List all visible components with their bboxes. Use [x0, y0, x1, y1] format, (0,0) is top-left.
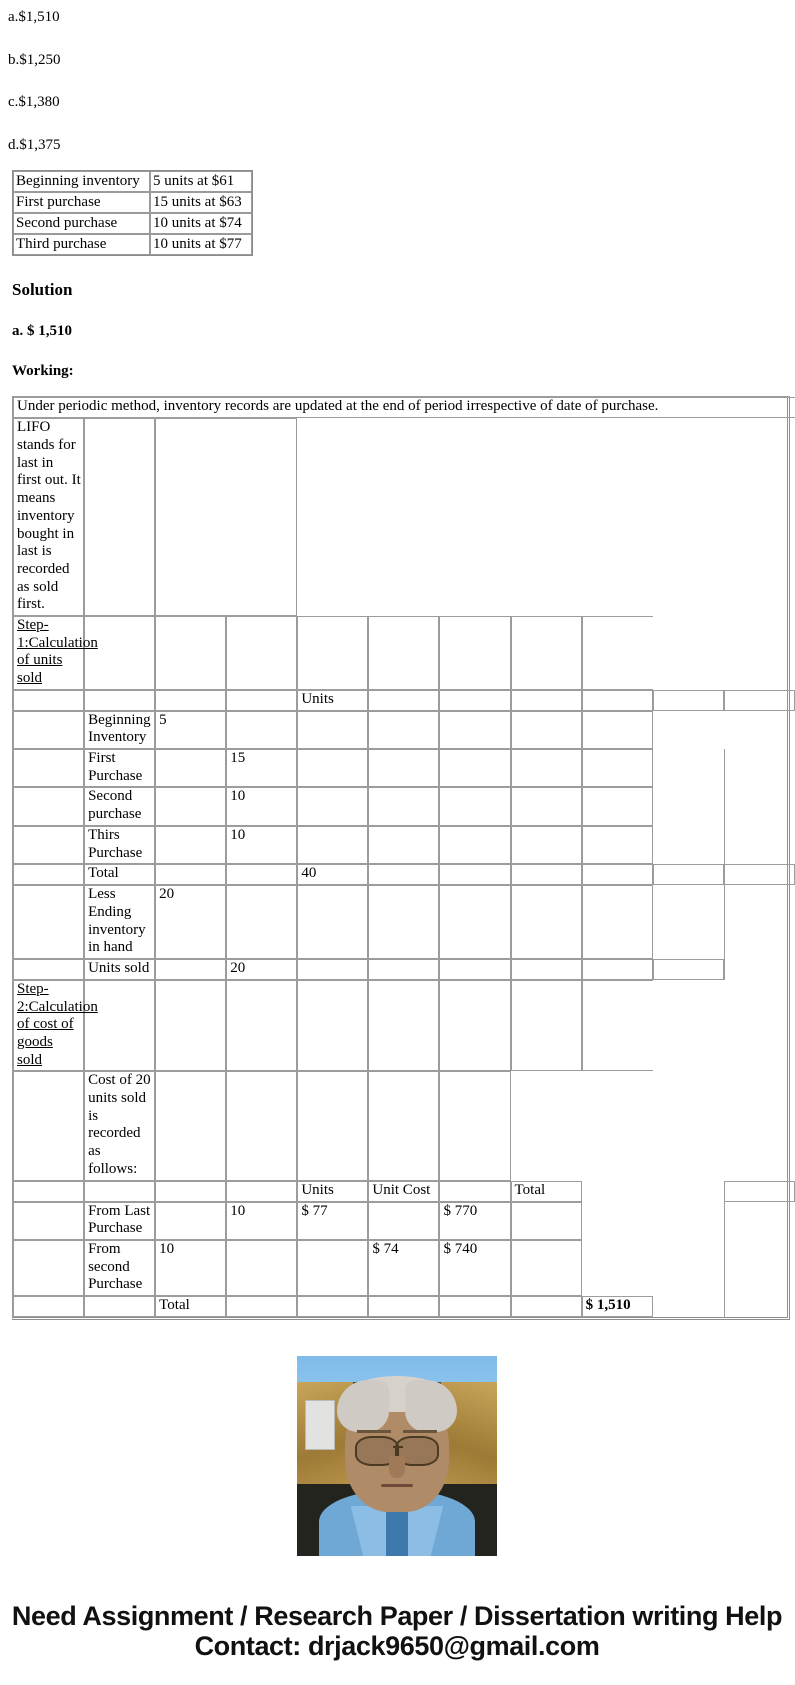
- purchase-value: 10 units at $74: [150, 213, 252, 234]
- row-qty-b: 10: [226, 787, 297, 825]
- purchase-label: Second purchase: [13, 213, 150, 234]
- cell-empty: [297, 1071, 368, 1180]
- cell-empty: [653, 864, 724, 885]
- step1-total-value: 40: [297, 864, 368, 885]
- cell-empty: [439, 690, 510, 711]
- cell-empty: [13, 690, 84, 711]
- cell-edge: [724, 826, 795, 864]
- promo-line-1: Need Assignment / Research Paper / Dissertation writing Help: [11, 1600, 783, 1631]
- cell-empty: [297, 1296, 368, 1317]
- cell-empty: [226, 864, 297, 885]
- note-periodic: Under periodic method, inventory records are updated at the end of period irrespective of date of purchase.: [13, 397, 795, 418]
- cell-empty: [582, 885, 653, 959]
- cell-empty: [13, 787, 84, 825]
- cell-empty: [368, 749, 439, 787]
- cell-empty: [226, 1181, 297, 1202]
- row-qty-b: 15: [226, 749, 297, 787]
- cell-empty: [368, 1296, 439, 1317]
- cell-empty: [297, 885, 368, 959]
- step2-qty-a: 10: [155, 1240, 226, 1296]
- cell-empty: [84, 980, 155, 1071]
- cell-edge: [724, 1181, 795, 1202]
- table-row-step1-title: [13, 616, 795, 690]
- table-row-note-periodic: [13, 397, 795, 418]
- cell-edge: [724, 1202, 795, 1240]
- option-d: d.$1,375: [8, 136, 61, 153]
- cell-blank: [582, 1240, 653, 1296]
- cell-blank: [724, 711, 795, 749]
- cell-empty: [226, 1296, 297, 1317]
- cell-blank: [653, 826, 724, 864]
- cell-edge: [724, 1240, 795, 1296]
- cell-empty: [226, 1071, 297, 1180]
- cell-empty: [582, 787, 653, 825]
- cell-blank: [653, 885, 724, 959]
- purchase-value: 10 units at $77: [150, 234, 252, 255]
- avatar-tie: [386, 1508, 408, 1556]
- table-row-note-lifo: [13, 418, 795, 616]
- purchase-label: Third purchase: [13, 234, 150, 255]
- cell-empty: [368, 1071, 439, 1180]
- step2-row-label: From second Purchase: [84, 1240, 155, 1296]
- working-table-wrapper: [12, 396, 790, 1320]
- cell-empty: [439, 1296, 510, 1317]
- cell-empty: [511, 1202, 582, 1240]
- cell-blank: [368, 418, 439, 616]
- cell-empty: [297, 749, 368, 787]
- option-b: b.$1,250: [8, 51, 61, 68]
- cell-empty: [368, 980, 439, 1071]
- cell-edge: [724, 1296, 795, 1317]
- cell-empty: [582, 616, 653, 690]
- cell-blank: [724, 418, 795, 616]
- units-sold-value: 20: [226, 959, 297, 980]
- step2-cost-alt: [368, 1202, 439, 1240]
- cell-empty: [511, 885, 582, 959]
- step2-intro: Cost of 20 units sold is recorded as follows:: [84, 1071, 155, 1180]
- cell-empty: [13, 1296, 84, 1317]
- table-row: [13, 826, 795, 864]
- cell-empty: [368, 826, 439, 864]
- cell-empty: [653, 690, 724, 711]
- table-row: [13, 234, 252, 255]
- cell-empty: [13, 1240, 84, 1296]
- cell-edge: [724, 885, 795, 959]
- cell-empty: [511, 711, 582, 749]
- cell-edge: [724, 864, 795, 885]
- cell-empty: [439, 826, 510, 864]
- cell-empty: [439, 959, 510, 980]
- cell-empty: [582, 690, 653, 711]
- purchases-table: [12, 170, 253, 256]
- cell-blank: [653, 980, 724, 1071]
- step1-header-units: Units: [297, 690, 368, 711]
- cell-empty: [511, 980, 582, 1071]
- cell-edge: [724, 690, 795, 711]
- cell-empty: [13, 864, 84, 885]
- cell-empty: [155, 418, 297, 616]
- cell-blank: [653, 418, 724, 616]
- cell-empty: [13, 1202, 84, 1240]
- cell-empty: [439, 885, 510, 959]
- working-label: Working:: [12, 363, 74, 380]
- purchase-value: 5 units at $61: [150, 171, 252, 192]
- table-row: [13, 1240, 795, 1296]
- avatar-eyebrow-right: [403, 1430, 437, 1433]
- cell-empty: [297, 980, 368, 1071]
- cell-empty: [297, 616, 368, 690]
- cell-empty: [439, 749, 510, 787]
- solution-heading: Solution: [12, 280, 73, 299]
- cell-empty: [582, 711, 653, 749]
- cell-blank: [582, 1202, 653, 1240]
- avatar-mouth: [381, 1484, 413, 1487]
- cell-empty: [84, 690, 155, 711]
- cell-empty: [439, 864, 510, 885]
- cell-empty: [439, 787, 510, 825]
- table-row-less-ending: [13, 885, 795, 959]
- cell-edge: [724, 787, 795, 825]
- table-row-step2-header: [13, 1181, 795, 1202]
- grand-total-label: Total: [155, 1296, 226, 1317]
- cell-blank: [653, 787, 724, 825]
- cell-blank: [582, 1071, 653, 1180]
- avatar-container: [8, 1356, 786, 1556]
- cell-empty: [84, 418, 155, 616]
- cell-empty: [368, 787, 439, 825]
- cell-empty: [297, 826, 368, 864]
- cell-empty: [84, 1181, 155, 1202]
- cell-empty: [226, 885, 297, 959]
- cell-empty: [155, 690, 226, 711]
- table-row: [13, 1202, 795, 1240]
- table-row-units-sold: [13, 959, 795, 980]
- cell-edge: [724, 959, 795, 980]
- working-table: [13, 397, 795, 1317]
- avatar-eyebrow-left: [357, 1430, 391, 1433]
- table-row: [13, 711, 795, 749]
- cell-empty: [226, 980, 297, 1071]
- row-label: First Purchase: [84, 749, 155, 787]
- cell-empty: [511, 959, 582, 980]
- step2-cost-alt: $ 74: [368, 1240, 439, 1296]
- step1-total-label: Total: [84, 864, 155, 885]
- step2-qty-b: 10: [226, 1202, 297, 1240]
- table-row-step2-intro: [13, 1071, 795, 1180]
- grand-total-value: $ 1,510: [582, 1296, 653, 1317]
- cell-empty: [155, 1071, 226, 1180]
- cell-empty: [226, 690, 297, 711]
- less-ending-label: Less Ending inventory in hand: [84, 885, 155, 959]
- table-row: [13, 749, 795, 787]
- cell-blank: [653, 749, 724, 787]
- cell-blank: [511, 418, 582, 616]
- cell-empty: [368, 711, 439, 749]
- step2-header-total: Total: [511, 1181, 582, 1202]
- cell-empty: [368, 690, 439, 711]
- table-row: [13, 213, 252, 234]
- step2-amount: $ 770: [439, 1202, 510, 1240]
- cell-blank: [653, 711, 724, 749]
- options-list: [8, 0, 786, 153]
- cell-empty: [582, 959, 653, 980]
- cell-blank: [653, 1240, 724, 1296]
- avatar-glasses-bridge: [393, 1446, 403, 1448]
- cell-blank: [724, 616, 795, 690]
- cell-empty: [439, 980, 510, 1071]
- cell-blank: [582, 1181, 653, 1202]
- purchase-label: Beginning inventory: [13, 171, 150, 192]
- avatar-background-panel: [305, 1400, 335, 1450]
- cell-edge: [724, 749, 795, 787]
- cell-empty: [582, 980, 653, 1071]
- step1-title: Step-1:Calculation of units sold: [17, 616, 98, 687]
- cell-empty: [226, 616, 297, 690]
- cell-empty: [13, 959, 84, 980]
- step2-unit-cost: [297, 1240, 368, 1296]
- step2-row-label: From Last Purchase: [84, 1202, 155, 1240]
- cell-blank: [653, 1181, 724, 1202]
- cell-empty: [368, 885, 439, 959]
- cell-empty: [439, 711, 510, 749]
- promo-line-2: Contact: drjack9650@gmail.com: [194, 1630, 600, 1661]
- step2-qty-b: [226, 1240, 297, 1296]
- cell-empty: [13, 711, 84, 749]
- cell-blank: [653, 1071, 724, 1180]
- row-label: Beginning Inventory: [84, 711, 155, 749]
- cell-empty: [653, 959, 724, 980]
- cell-empty: [84, 1296, 155, 1317]
- row-qty-a: 5: [155, 711, 226, 749]
- step2-title: Step-2:Calculation of cost of goods sold: [17, 980, 98, 1068]
- purchase-value: 15 units at $63: [150, 192, 252, 213]
- cell-empty: [439, 616, 510, 690]
- cell-empty: [439, 1181, 510, 1202]
- table-row-step1-header: [13, 690, 795, 711]
- cell-empty: [511, 864, 582, 885]
- cell-empty: [511, 749, 582, 787]
- cell-empty: [368, 616, 439, 690]
- avatar-nose: [389, 1456, 405, 1478]
- cell-empty: [13, 1181, 84, 1202]
- cell-blank: [439, 418, 510, 616]
- table-row-grand-total: [13, 1296, 795, 1317]
- cell-empty: [511, 787, 582, 825]
- table-row: [13, 192, 252, 213]
- cell-empty: [84, 616, 155, 690]
- row-label: Second purchase: [84, 787, 155, 825]
- row-qty-b: 10: [226, 826, 297, 864]
- row-qty-a: [155, 787, 226, 825]
- cell-blank: [582, 418, 653, 616]
- cell-empty: [511, 690, 582, 711]
- cell-empty: [511, 616, 582, 690]
- table-row: [13, 787, 795, 825]
- cell-empty: [511, 1240, 582, 1296]
- cell-empty: [297, 711, 368, 749]
- cell-empty: [582, 826, 653, 864]
- cell-empty: [155, 864, 226, 885]
- row-qty-b: [226, 711, 297, 749]
- purchase-label: First purchase: [13, 192, 150, 213]
- row-qty-a: [155, 826, 226, 864]
- cell-blank: [653, 1202, 724, 1240]
- cell-blank: [724, 1071, 795, 1180]
- cell-blank: [653, 616, 724, 690]
- step2-unit-cost: $ 77: [297, 1202, 368, 1240]
- cell-empty: [511, 826, 582, 864]
- cell-blank: [724, 980, 795, 1071]
- step2-header-unit-cost: Unit Cost: [368, 1181, 439, 1202]
- less-ending-value: 20: [155, 885, 226, 959]
- cell-empty: [511, 1296, 582, 1317]
- step2-qty-a: [155, 1202, 226, 1240]
- step2-header-units: Units: [297, 1181, 368, 1202]
- option-a: a.$1,510: [8, 9, 60, 25]
- cell-empty: [155, 616, 226, 690]
- cell-empty: [155, 1181, 226, 1202]
- table-row-step1-total: [13, 864, 795, 885]
- cell-blank: [653, 1296, 724, 1317]
- avatar: [297, 1356, 497, 1556]
- cell-empty: [13, 885, 84, 959]
- cell-blank: [511, 1071, 582, 1180]
- cell-empty: [13, 1071, 84, 1180]
- promo-block: [8, 1602, 786, 1685]
- answer-text: a. $ 1,510: [12, 323, 72, 340]
- units-sold-label: Units sold: [84, 959, 155, 980]
- cell-empty: [155, 980, 226, 1071]
- row-qty-a: [155, 749, 226, 787]
- table-row: [13, 171, 252, 192]
- option-c: c.$1,380: [8, 94, 60, 110]
- cell-empty: [155, 959, 226, 980]
- cell-empty: [439, 1071, 510, 1180]
- cell-empty: [368, 959, 439, 980]
- cell-blank: [297, 418, 368, 616]
- note-lifo: LIFO stands for last in first out. It means inventory bought in last is recorded as sold first.: [13, 418, 84, 616]
- step2-amount: $ 740: [439, 1240, 510, 1296]
- cell-empty: [582, 864, 653, 885]
- cell-empty: [13, 826, 84, 864]
- row-label: Thirs Purchase: [84, 826, 155, 864]
- cell-empty: [13, 749, 84, 787]
- cell-empty: [582, 749, 653, 787]
- table-row-step2-title: [13, 980, 795, 1071]
- cell-empty: [368, 864, 439, 885]
- cell-empty: [297, 787, 368, 825]
- cell-empty: [297, 959, 368, 980]
